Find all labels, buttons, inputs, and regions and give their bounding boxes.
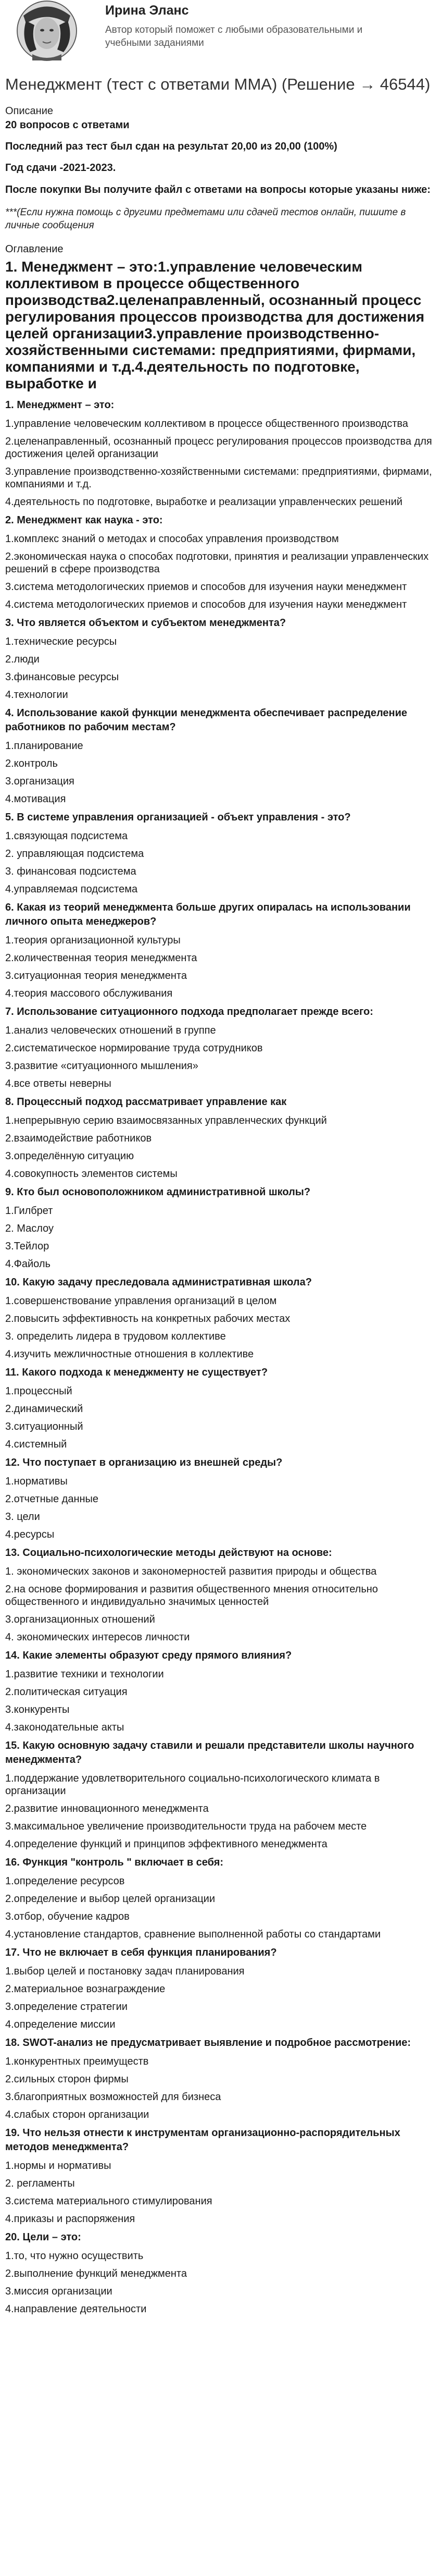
answer-option: 2.определение и выбор целей организации	[5, 1893, 215, 1905]
answer-option: 1.поддержание удовлетворительного социально-психологического климата в организации	[5, 1773, 380, 1797]
answer-option: 2.отчетные данные	[5, 1493, 99, 1505]
answer-option: 3.конкуренты	[5, 1704, 70, 1715]
answer-option: 4.система методологических приемов и способов для изучения науки менеджмент	[5, 599, 407, 610]
question-block	[5, 1275, 436, 1360]
answer-option: 2.экономическая наука о способах подготовки, принятия и реализации управленческих решений в сфере производства	[5, 551, 429, 575]
question-block	[5, 2126, 436, 2225]
answer-option: 2.материальное вознаграждение	[5, 1983, 166, 1995]
answer-option: 1.непрерывную серию взаимосвязанных управленческих функций	[5, 1115, 327, 1126]
answer-option: 3. определить лидера в трудовом коллективе	[5, 1331, 226, 1342]
answer-option: 3.благоприятных возможностей для бизнеса	[5, 2091, 221, 2103]
help-note: ***(Если нужна помощь с другими предметами или сдачей тестов онлайн, пишите в личные сообщения	[5, 207, 406, 231]
page-title: Менеджмент (тест с ответами ММА) (Решение → 46544)	[5, 75, 431, 93]
question-block	[5, 2230, 436, 2315]
answer-option: 2.целенаправленный, осознанный процесс регулирования процессов производства для достижения целей организации	[5, 436, 432, 460]
question-title: 10. Какую задачу преследовала административная школа?	[5, 1277, 312, 1288]
answer-option: 1.конкурентных преимуществ	[5, 2056, 149, 2067]
answer-option: 3.управление производственно-хозяйственными системами: предприятиями, фирмами, компаниями и т.д.	[5, 466, 432, 490]
answer-option: 3.определённую ситуацию	[5, 1150, 134, 1162]
answer-option: 1.определение ресурсов	[5, 1875, 125, 1887]
question-block	[5, 811, 436, 896]
answer-option: 1.технические ресурсы	[5, 636, 117, 647]
question-title: 18. SWOT-анализ не предусматривает выявление и подробное рассмотрение:	[5, 2037, 411, 2048]
questions-count: 20 вопросов с ответами	[5, 119, 130, 131]
question-title: 8. Процессный подход рассматривает управление как	[5, 1096, 287, 1108]
answer-option: 1.нормативы	[5, 1476, 68, 1487]
author-avatar[interactable]	[5, 0, 89, 62]
description-label: Описание	[5, 105, 54, 117]
answer-option: 3.ситуационный	[5, 1421, 83, 1432]
answer-option: 4.ресурсы	[5, 1529, 55, 1540]
last-pass-result: Последний раз тест был сдан на результат 20,00 из 20,00 (100%)	[5, 141, 337, 152]
answer-option: 3.организация	[5, 776, 74, 787]
answer-option: 3.развитие «ситуационного мышления»	[5, 1060, 198, 1072]
question-title: 13. Социально-психологические методы действуют на основе:	[5, 1547, 332, 1559]
answer-option: 2. управляющая подсистема	[5, 848, 144, 860]
answer-option: 3. финансовая подсистема	[5, 866, 136, 877]
question-block	[5, 901, 436, 1000]
answer-option: 2. Маслоу	[5, 1223, 54, 1234]
answer-option: 4.совокупность элементов системы	[5, 1168, 178, 1180]
answer-option: 4.определение функций и принципов эффективного менеджмента	[5, 1838, 327, 1850]
question-title: 2. Менеджмент как наука - это:	[5, 514, 163, 526]
question-list	[5, 398, 436, 2315]
question-title: 15. Какую основную задачу ставили и решали представители школы научного менеджмента?	[5, 1740, 414, 1765]
author-description: Автор который поможет с любыми образовательными и учебными заданиями	[105, 24, 363, 48]
answer-option: 1.то, что нужно осуществить	[5, 2250, 144, 2262]
answer-option: 2.количественная теория менеджмента	[5, 952, 197, 964]
answer-option: 1.комплекс знаний о методах и способах управления производством	[5, 533, 339, 545]
main-heading: 1. Менеджмент – это:1.управление человеческим коллективом в процессе общественного производства2.целенаправленный, осознанный процесс регулирования процессов производства для достижения целей организации3.управление производственно-хозяйственными системами: предприятиями, фирмами, компаниями и т.д.4.деятельность по подготовке, выработке и	[5, 259, 425, 391]
answer-option: 1.теория организационной культуры	[5, 935, 181, 946]
answer-option: 2.систематическое нормирование труда сотрудников	[5, 1042, 263, 1054]
answer-option: 3.определение стратегии	[5, 2001, 128, 2013]
answer-option: 3.финансовые ресурсы	[5, 671, 119, 683]
answer-option: 4.законодательные акты	[5, 1722, 124, 1733]
answer-option: 3.миссия организации	[5, 2286, 112, 2297]
question-title: 7. Использование ситуационного подхода предполагает прежде всего:	[5, 1006, 373, 1017]
question-title: 12. Что поступает в организацию из внешней среды?	[5, 1457, 283, 1468]
answer-option: 3.система методологических приемов и способов для изучения науки менеджмент	[5, 581, 407, 593]
question-block	[5, 398, 436, 508]
question-title: 14. Какие элементы образуют среду прямого влияния?	[5, 1650, 292, 1661]
answer-option: 1.совершенствование управления организаций в целом	[5, 1295, 277, 1307]
answer-option: 1.выбор целей и постановку задач планирования	[5, 1966, 245, 1977]
answer-option: 4.слабых сторон организации	[5, 2109, 149, 2120]
question-title: 3. Что является объектом и субъектом менеджмента?	[5, 617, 286, 629]
question-block	[5, 706, 436, 805]
answer-option: 1.нормы и нормативы	[5, 2160, 111, 2172]
answer-option: 4.направление деятельности	[5, 2303, 147, 2315]
answer-option: 3.организационных отношений	[5, 1614, 155, 1625]
question-block	[5, 1366, 436, 1451]
answer-option: 2. регламенты	[5, 2178, 75, 2189]
answer-option: 4.мотивация	[5, 793, 66, 805]
toc-label: Оглавление	[5, 243, 64, 255]
question-block	[5, 1739, 436, 1850]
question-title: 16. Функция "контроль " включает в себя:	[5, 1857, 224, 1868]
answer-option: 2.сильных сторон фирмы	[5, 2074, 129, 2085]
answer-option: 2.контроль	[5, 758, 58, 769]
question-block	[5, 1005, 436, 1090]
answer-option: 4.теория массового обслуживания	[5, 988, 173, 999]
answer-option: 3. цели	[5, 1511, 40, 1523]
question-title: 4. Использование какой функции менеджмента обеспечивает распределение работников по рабочим местам?	[5, 707, 408, 733]
author-name[interactable]: Ирина Эланс	[105, 3, 189, 18]
answer-option: 4.изучить межличностные отношения в коллективе	[5, 1348, 254, 1360]
answer-option: 4.Файоль	[5, 1258, 51, 1270]
answer-option: 1.управление человеческим коллективом в процессе общественного производства	[5, 418, 408, 430]
answer-option: 4.определение миссии	[5, 2019, 116, 2030]
question-block	[5, 2036, 436, 2121]
answer-option: 3.Тейлор	[5, 1241, 49, 1252]
avatar-image	[5, 0, 89, 62]
question-block	[5, 1946, 436, 2031]
question-title: 9. Кто был основоположником административной школы?	[5, 1186, 311, 1198]
pass-year: Год сдачи -2021-2023.	[5, 162, 116, 174]
answer-option: 4.установление стандартов, сравнение выполненной работы со стандартами	[5, 1929, 381, 1940]
question-title: 19. Что нельзя отнести к инструментам организационно-распорядительных методов менеджмента?	[5, 2127, 400, 2153]
question-title: 6. Какая из теорий менеджмента больше других опиралась на использовании личного опыта менеджеров?	[5, 902, 411, 927]
answer-option: 4.приказы и распоряжения	[5, 2213, 135, 2225]
answer-option: 2.люди	[5, 654, 40, 665]
answer-option: 2.динамический	[5, 1403, 83, 1415]
answer-option: 2.политическая ситуация	[5, 1686, 128, 1698]
author-info	[89, 0, 397, 50]
question-title: 20. Цели – это:	[5, 2231, 81, 2243]
answer-option: 2.взаимодействие работников	[5, 1133, 152, 1144]
question-block	[5, 1856, 436, 1941]
answer-option: 2.выполнение функций менеджмента	[5, 2268, 187, 2279]
question-block	[5, 1095, 436, 1180]
answer-option: 1. экономических законов и закономерностей развития природы и общества	[5, 1566, 377, 1577]
question-title: 5. В системе управления организацией - объект управления - это?	[5, 812, 351, 823]
answer-option: 2.повысить эффективность на конкретных рабочих местах	[5, 1313, 291, 1324]
question-block	[5, 513, 436, 611]
answer-option: 1.развитие техники и технологии	[5, 1669, 164, 1680]
answer-option: 1.процессный	[5, 1385, 72, 1397]
answer-option: 1.анализ человеческих отношений в группе	[5, 1025, 216, 1036]
answer-option: 3.ситуационная теория менеджмента	[5, 970, 187, 982]
answer-option: 3.максимальное увеличение производительности труда на рабочем месте	[5, 1821, 367, 1832]
answer-option: 2.на основе формирования и развития общественного мнения относительно общественного и индивидуально значимых ценностей	[5, 1584, 378, 1608]
answer-option: 4.системный	[5, 1439, 67, 1450]
answer-option: 4.технологии	[5, 689, 68, 701]
answer-option: 3.система материального стимулирования	[5, 2195, 212, 2207]
answer-option: 1.связующая подсистема	[5, 830, 128, 842]
question-title: 17. Что не включает в себя функция планирования?	[5, 1947, 277, 1958]
question-block	[5, 1546, 436, 1643]
question-block	[5, 1649, 436, 1734]
answer-option: 1.планирование	[5, 740, 83, 752]
question-title: 11. Какого подхода к менеджменту не существует?	[5, 1367, 268, 1378]
author-card	[5, 0, 436, 62]
question-block	[5, 1185, 436, 1270]
question-block	[5, 616, 436, 701]
answer-option: 2.развитие инновационного менеджмента	[5, 1803, 209, 1814]
answer-option: 4.управляемая подсистема	[5, 884, 138, 895]
after-purchase-note: После покупки Вы получите файл с ответами на вопросы которые указаны ниже:	[5, 184, 431, 195]
answer-option: 3.отбор, обучение кадров	[5, 1911, 130, 1922]
answer-option: 4.все ответы неверны	[5, 1078, 111, 1089]
answer-option: 4.деятельность по подготовке, выработке и реализации управленческих решений	[5, 496, 402, 508]
answer-option: 4. экономических интересов личности	[5, 1632, 190, 1643]
question-title: 1. Менеджмент – это:	[5, 399, 115, 411]
question-block	[5, 1456, 436, 1541]
answer-option: 1.Гилбрет	[5, 1205, 53, 1217]
